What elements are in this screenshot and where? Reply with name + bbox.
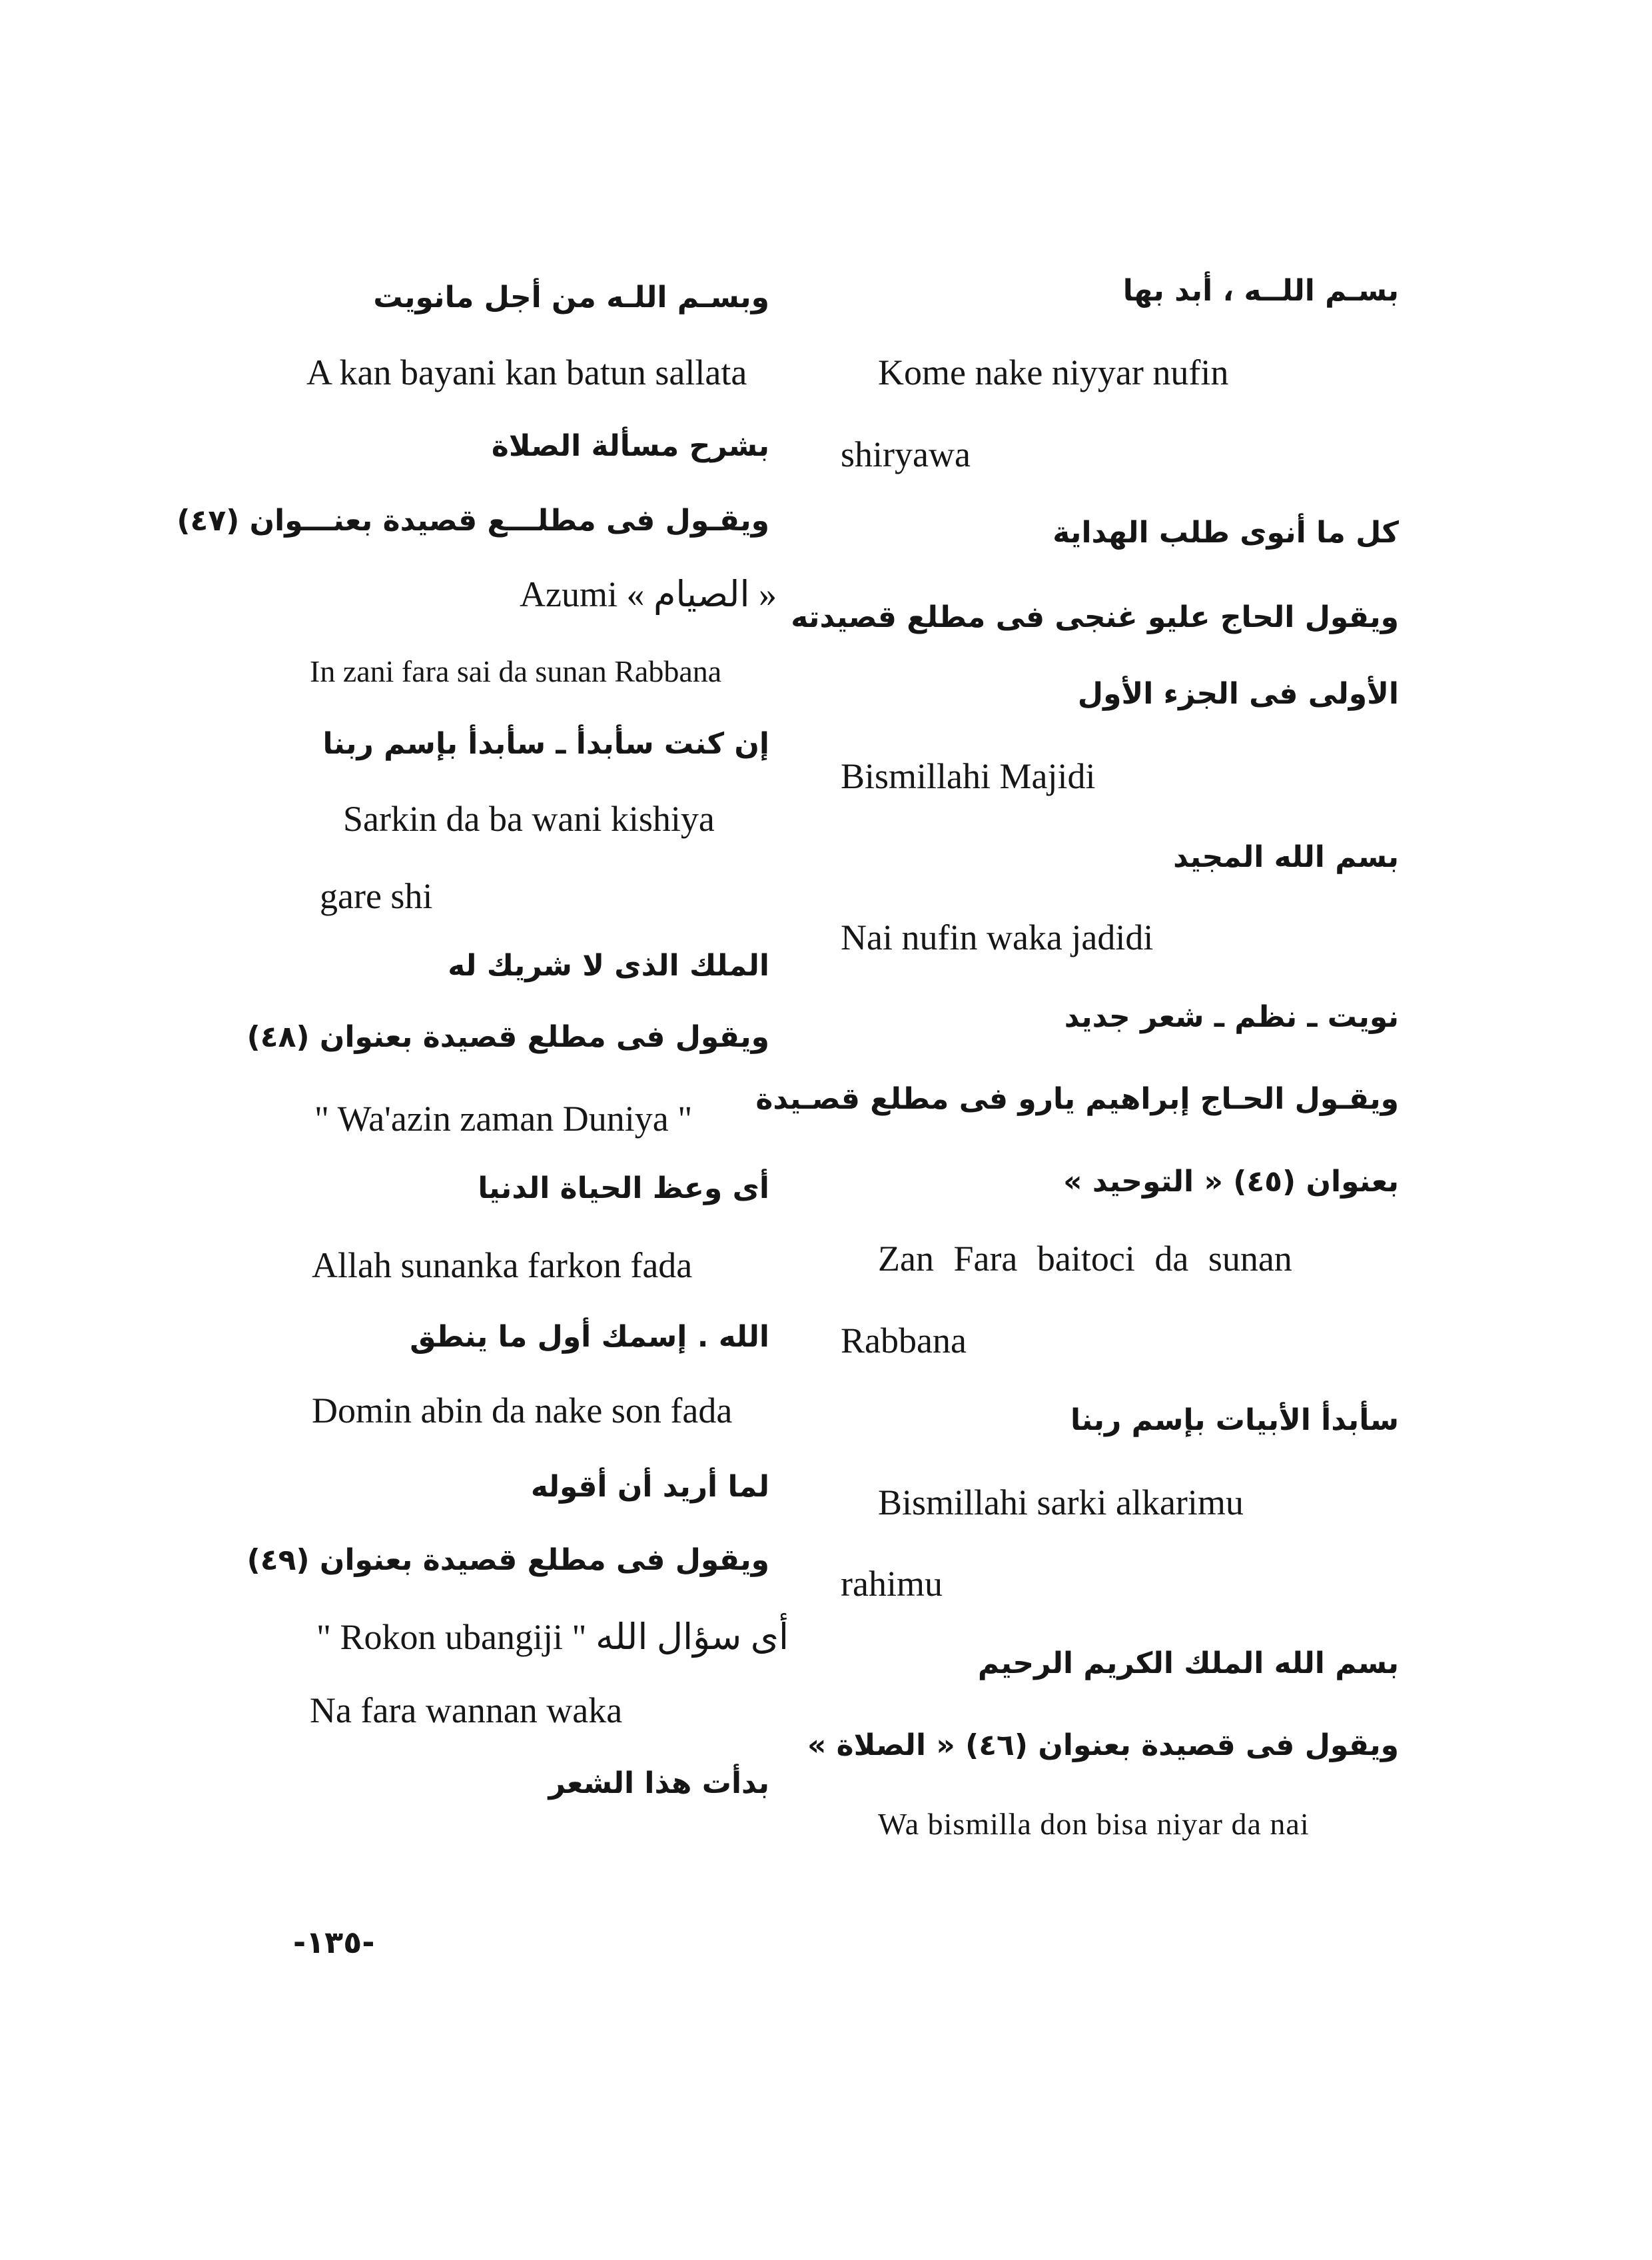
left-line-19: " Rokon ubangiji " أى سؤال الله [316,1617,789,1657]
left-line-11: ويقول فى مطلع قصيدة بعنوان (٤٨) [246,1020,769,1054]
left-line-17: لما أريد أن أقوله [530,1470,769,1504]
right-line-19: ويقول فى قصيدة بعنوان (٤٦) « الصلاة » [807,1728,1399,1762]
right-line-10: نويت ـ نظم ـ شعر جديد [1064,1000,1399,1034]
right-line-18: بسم الله الملك الكريم الرحيم [977,1646,1399,1680]
left-line-10: الملك الذى لا شريك له [448,949,769,983]
right-line-14: Rabbana [841,1321,967,1361]
right-line-1: بسـم اللــه ، أبد بها [1122,274,1399,308]
left-line-5: Azumi « الصيام » [520,574,777,614]
right-line-11: ويقـول الحـاج إبراهيم يارو فى مطلع قصـيدة [755,1082,1399,1116]
right-line-9: Nai nufin waka jadidi [841,917,1154,957]
right-line-20: Wa bismilla don bisa niyar da nai [878,1807,1310,1841]
right-line-6: الأولى فى الجزء الأول [1077,677,1399,711]
left-line-1: وبسـم اللـه من أجل مانويت [373,281,769,314]
left-line-18: ويقول فى مطلع قصيدة بعنوان (٤٩) [246,1543,769,1577]
left-line-20: Na fara wannan waka [310,1690,623,1730]
left-line-12: " Wa'azin zaman Duniya " [314,1099,693,1139]
left-line-9: gare shi [320,876,433,916]
right-line-2: Kome nake niyyar nufin [878,352,1229,392]
left-line-13: أى وعظ الحياة الدنيا [478,1171,769,1205]
left-line-21: بدأت هذا الشعر [548,1766,769,1800]
right-line-4: كل ما أنوى طلب الهداية [1052,516,1399,550]
right-line-17: rahimu [841,1564,943,1604]
right-line-5: ويقول الحاج عليو غنجى فى مطلع قصيدته [791,600,1399,634]
left-line-7: إن كنت سأبدأ ـ سأبدأ بإسم ربنا [322,727,769,761]
right-line-8: بسم الله المجيد [1173,840,1399,874]
left-line-6: In zani fara sai da sunan Rabbana [310,654,722,688]
left-line-15: الله . إسمك أول ما ينطق [410,1320,769,1354]
left-line-4: ويقـول فى مطلـــع قصيدة بعنـــوان (٤٧) [177,504,769,538]
right-line-7: Bismillahi Majidi [841,756,1096,796]
right-line-12: بعنوان (٤٥) « التوحيد » [1063,1165,1399,1199]
right-line-15: سأبدأ الأبيات بإسم ربنا [1070,1403,1399,1437]
left-line-16: Domin abin da nake son fada [312,1391,733,1430]
left-line-8: Sarkin da ba wani kishiya [343,799,715,839]
right-line-13: Zan Fara baitoci da sunan [878,1239,1292,1279]
left-line-14: Allah sunanka farkon fada [312,1245,693,1285]
page-number: -١٣٥- [293,1924,375,1960]
right-line-16: Bismillahi sarki alkarimu [878,1482,1244,1522]
left-line-3: بشرح مسألة الصلاة [491,429,769,463]
left-line-2: A kan bayani kan batun sallata [306,352,747,392]
right-line-3: shiryawa [841,434,971,474]
